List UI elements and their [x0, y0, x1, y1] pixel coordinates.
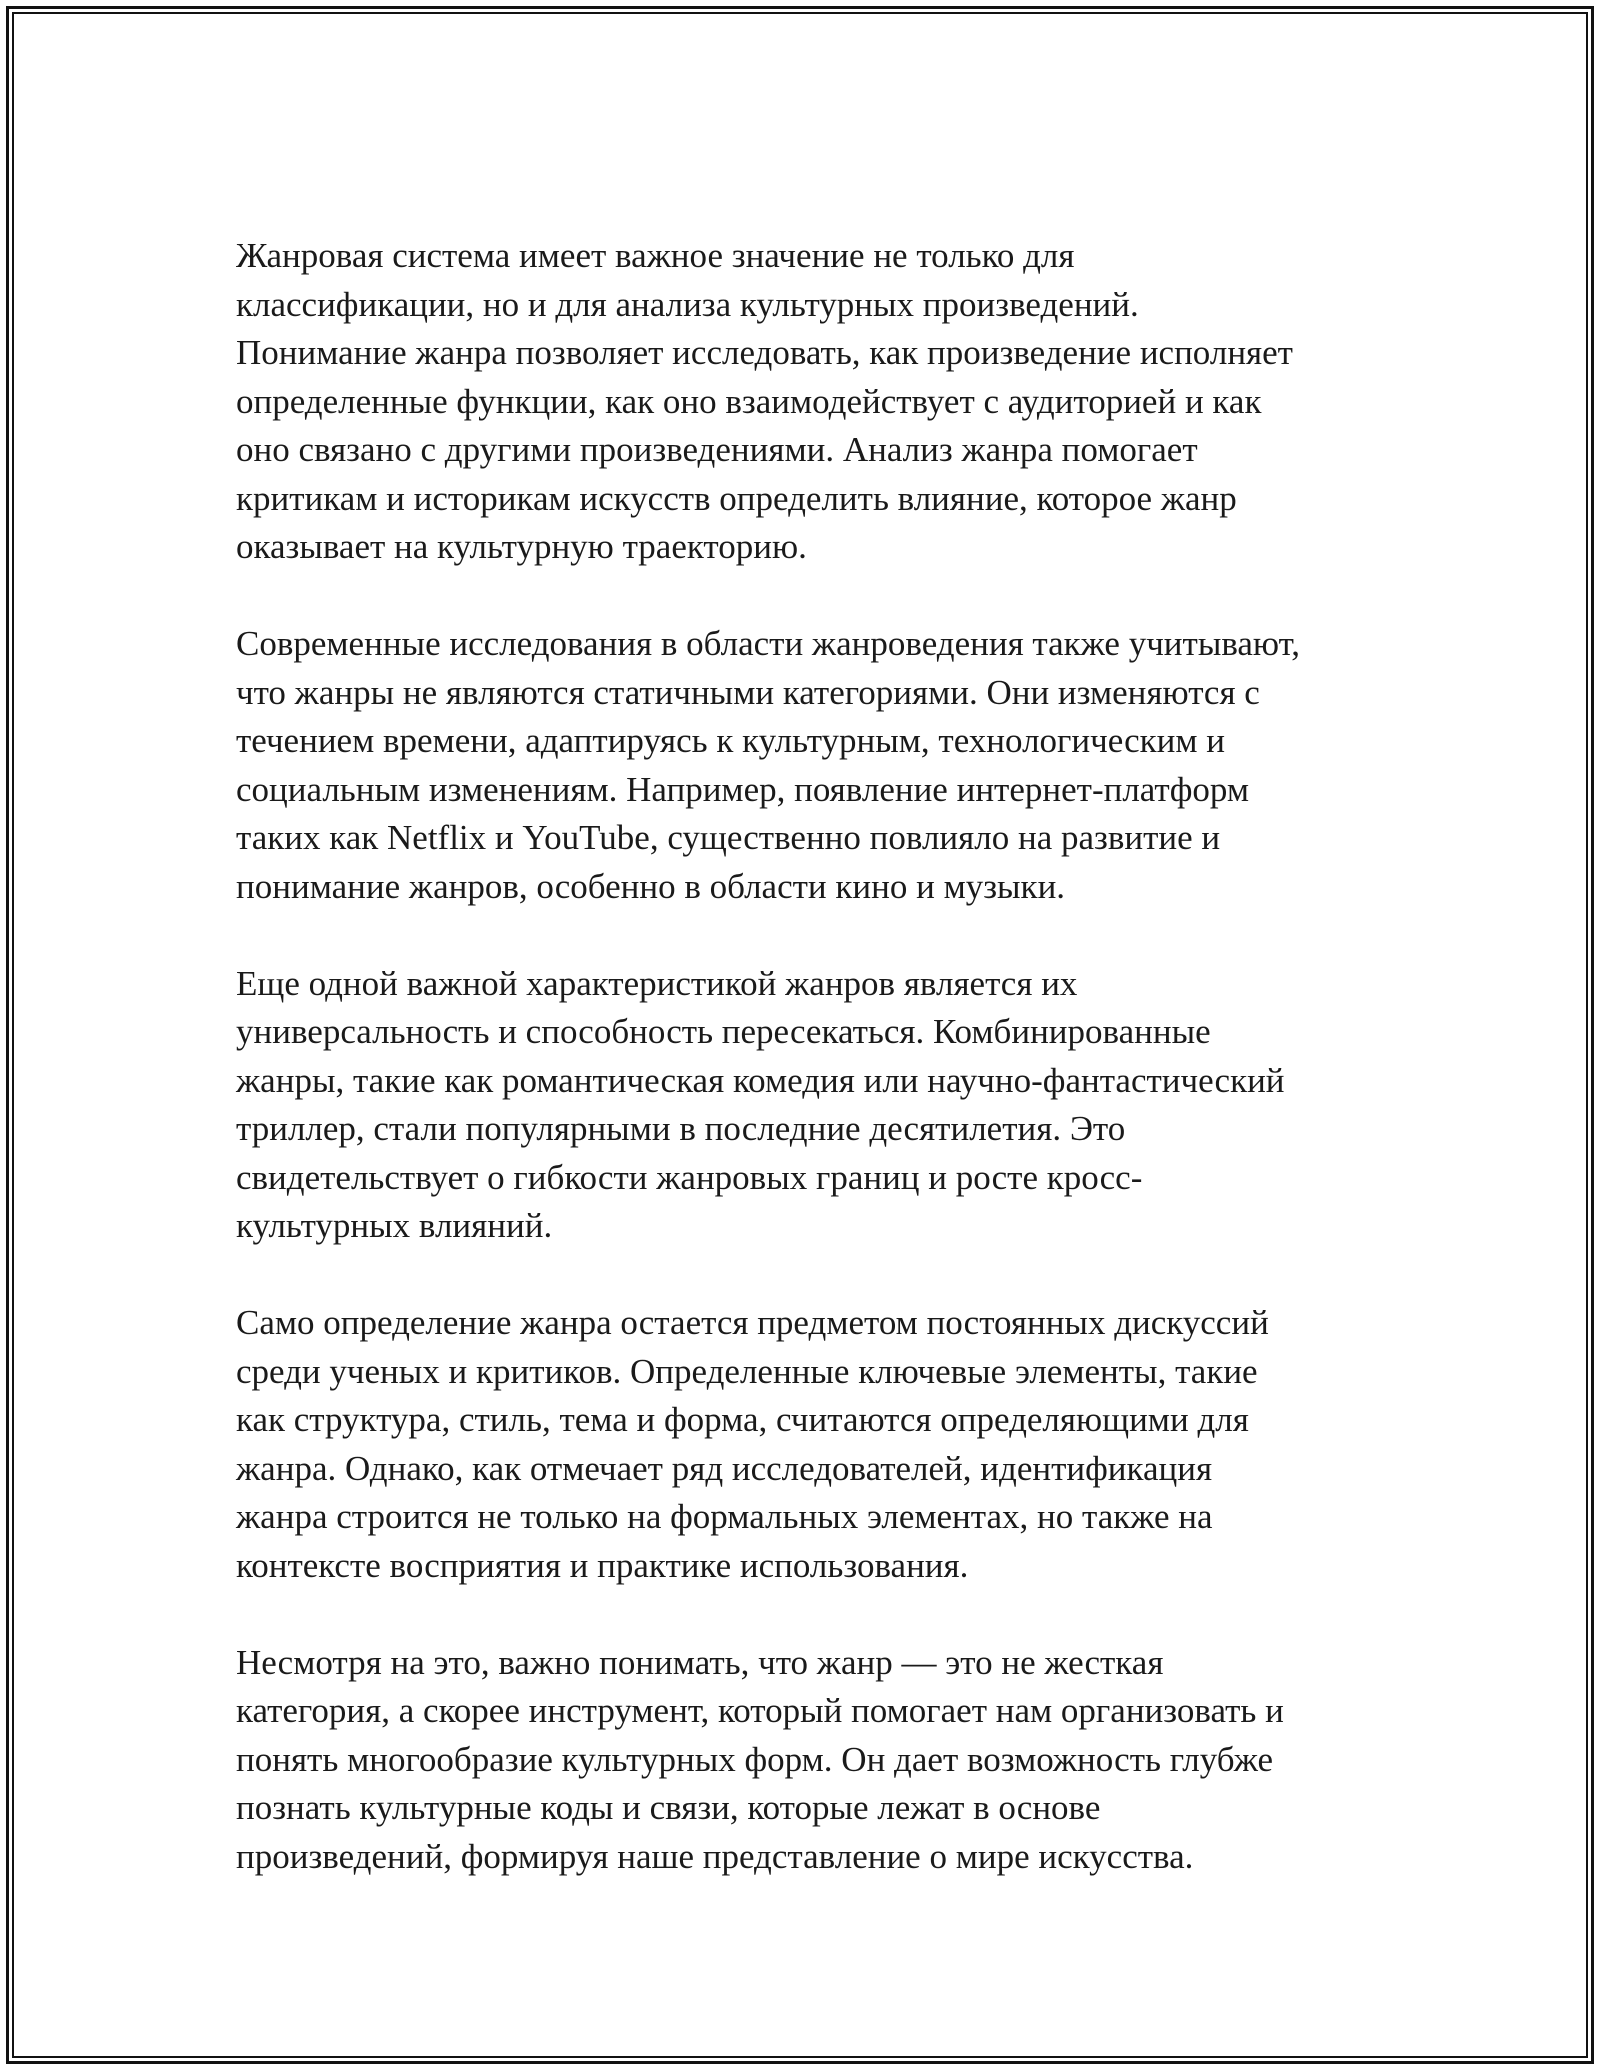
text-line: среди ученых и критиков. Определенные ключевые элементы, такие [236, 1351, 1258, 1391]
text-line: Современные исследования в области жанроведения также учитывают, [236, 624, 1301, 663]
text-line: триллер, стали популярными в последние десятилетия. Это [236, 1109, 1126, 1148]
text-line: классификации, но и для анализа культурных произведений. [236, 284, 1139, 324]
text-line: Несмотря на это, важно понимать, что жанр — это не жесткая [236, 1642, 1164, 1682]
text-line: оно связано с другими произведениями. Анализ жанра помогает [236, 430, 1198, 469]
paragraph-2 [236, 620, 1386, 911]
text-line: жанра строится не только на формальных элементах, но также на [236, 1497, 1213, 1536]
text-line: понимание жанров, особенно в области кино и музыки. [236, 866, 1066, 906]
paragraph-1 [236, 232, 1386, 572]
text-line: течением времени, адаптируясь к культурным, технологическим и [236, 721, 1226, 760]
text-line: как структура, стиль, тема и форма, считаются определяющими для [236, 1400, 1249, 1439]
text-line: определенные функции, как оно взаимодействует с аудиторией и как [236, 381, 1262, 421]
text-line: оказывает на культурную траекторию. [236, 527, 807, 566]
text-line: что жанры не являются статичными категориями. Они изменяются с [236, 672, 1260, 712]
text-line: Жанровая система имеет важное значение не только для [236, 236, 1075, 275]
paragraph-3 [236, 960, 1386, 1251]
text-line: Само определение жанра остается предметом постоянных дискуссий [236, 1303, 1269, 1342]
text-line: Понимание жанра позволяет исследовать, как произведение исполняет [236, 333, 1293, 372]
text-line: понять многообразие культурных форм. Он дает возможность глубже [236, 1739, 1273, 1779]
text-line: культурных влияний. [236, 1206, 553, 1245]
text-line: категория, а скорее инструмент, который помогает нам организовать и [236, 1691, 1284, 1730]
text-line: таких как Netflix и YouTube, существенно повлияло на развитие и [236, 818, 1221, 857]
text-line: критикам и историкам искусств определить влияние, которое жанр [236, 478, 1237, 518]
text-line: социальным изменениям. Например, появление интернет-платформ [236, 769, 1250, 809]
text-line: универсальность и способность пересекаться. Комбинированные [236, 1012, 1211, 1051]
document-body [236, 232, 1386, 1930]
text-line: контексте восприятия и практике использования. [236, 1545, 969, 1585]
text-line: произведений, формируя наше представление о мире искусства. [236, 1836, 1194, 1876]
text-line: Еще одной важной характеристикой жанров является их [236, 963, 1078, 1003]
text-line: свидетельствует о гибкости жанровых границ и росте кросс- [236, 1157, 1143, 1197]
text-line: познать культурные коды и связи, которые лежат в основе [236, 1788, 1101, 1827]
text-line: жанра. Однако, как отмечает ряд исследователей, идентификация [236, 1448, 1213, 1488]
paragraph-5 [236, 1639, 1386, 1882]
text-line: жанры, такие как романтическая комедия или научно-фантастический [236, 1060, 1285, 1100]
paragraph-4 [236, 1299, 1386, 1590]
